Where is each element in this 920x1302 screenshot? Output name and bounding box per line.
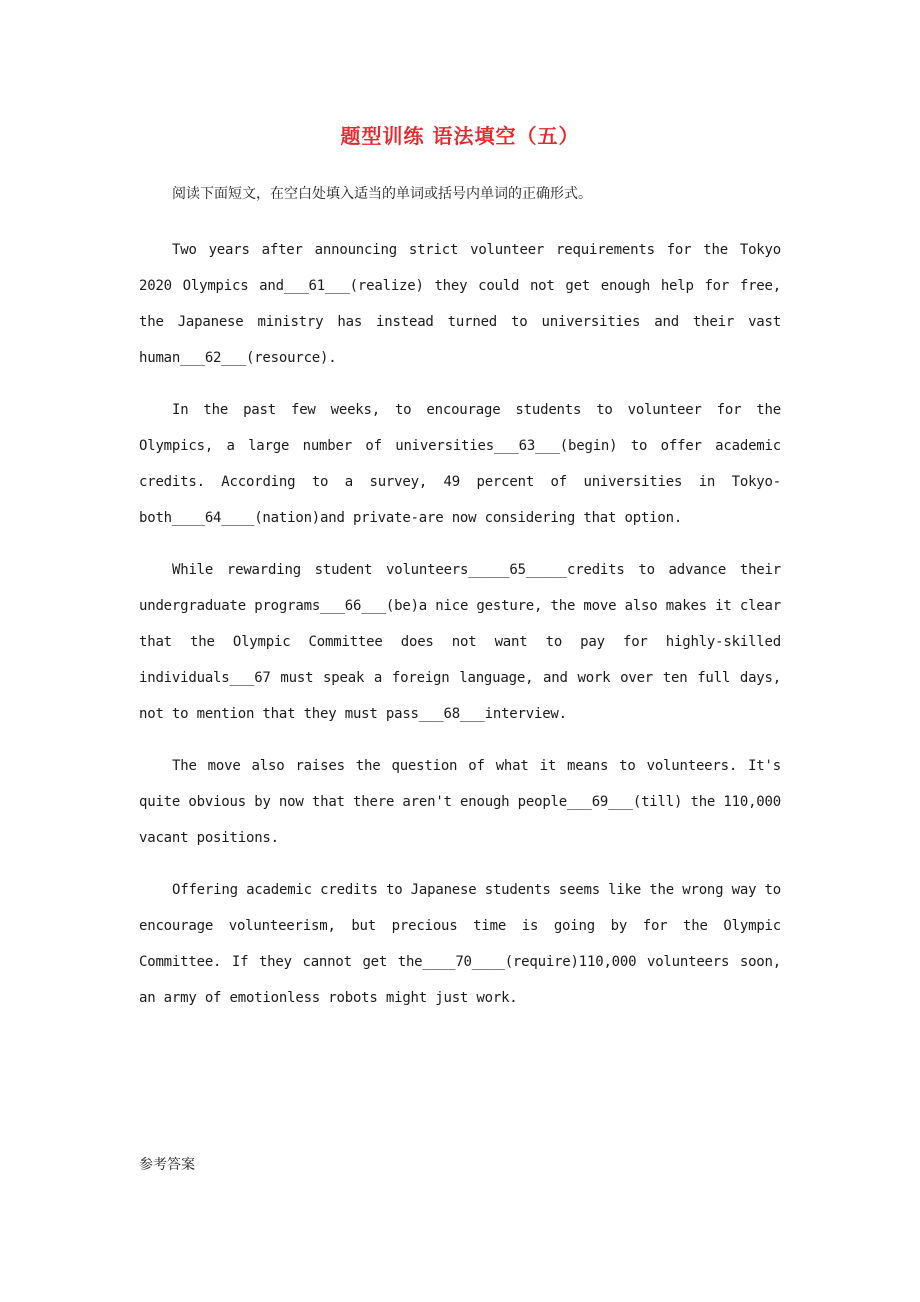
paragraph-1: Two years after announcing strict volunteer requirements for the Tokyo 2020 Olympics and___61___(realize) they could not get enough help for free, the Japanese ministry has instead turned to universities and their vast human___62___(resource). — [139, 242, 781, 366]
article-body — [139, 232, 781, 1032]
paragraph-5: Offering academic credits to Japanese students seems like the wrong way to encourage volunteerism, but precious time is going by for the Olympic Committee. If they cannot get the____70____(require)110,000 volunteers soon, an army of emotionless robots might just work. — [139, 882, 781, 1006]
instructions: 阅读下面短文，在空白处填入适当的单词或括号内单词的正确形式。 — [172, 186, 592, 202]
page-title: 题型训练 语法填空（五） — [340, 124, 580, 148]
answers-heading: 参考答案 — [139, 1157, 195, 1173]
paragraph-4: The move also raises the question of what it means to volunteers. It's quite obvious by now that there aren't enough people___69___(till) the 110,000 vacant positions. — [139, 758, 781, 846]
paragraph-3: While rewarding student volunteers_____65_____credits to advance their undergraduate programs___66___(be)a nice gesture, the move also makes it clear that the Olympic Committee does not want to pay for highly-skilled individuals___67 must speak a foreign language, and work over ten full days, not to mention that they must pass___68___interview. — [139, 562, 781, 722]
paragraph-2: In the past few weeks, to encourage students to volunteer for the Olympics, a large number of universities___63___(begin) to offer academic credits. According to a survey, 49 percent of universities in Tokyo-both____64____(nation)and private-are now considering that option. — [139, 402, 781, 526]
